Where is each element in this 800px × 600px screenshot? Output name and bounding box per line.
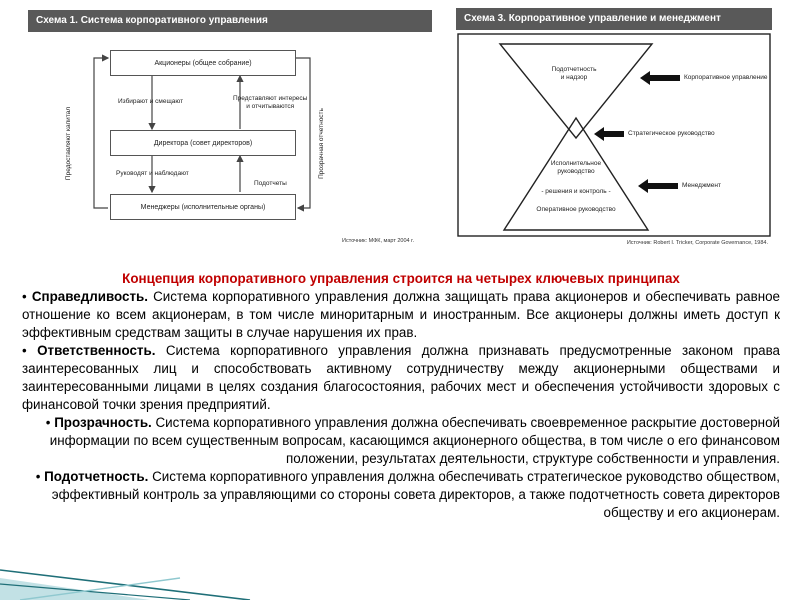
bullet: •	[45, 415, 51, 430]
principle-transparency	[22, 414, 780, 468]
principle-fairness	[22, 288, 780, 342]
principle-responsibility-body: Система корпоративного управления должна признавать предусмотренные законом права заинтересованных лиц и способствовать активному сотрудничеству между акционерными обществами и заинтересованными лицами в целях создания благосостояния, рабочих мест и обеспечения устойчивости здоровых с финансовой точки зрения предприятий.	[22, 343, 780, 412]
corp-gov-label: Корпоративное управление	[684, 74, 768, 81]
transparent-reporting-label: Прозрачная отчетность	[317, 108, 325, 179]
provide-capital-label: Предоставляют капитал	[65, 106, 73, 181]
bullet: •	[35, 469, 41, 484]
executive-label: Исполнительное руководство	[550, 160, 602, 175]
scheme1-title: Схема 1. Система корпоративного управления	[28, 10, 432, 32]
strategic-label: Стратегическое руководство	[628, 130, 715, 137]
bullet: •	[22, 343, 27, 358]
managers-box: Менеджеры (исполнительные органы)	[110, 194, 296, 220]
principle-fairness-body: Система корпоративного управления должна защищать права акционеров и обеспечивать равное отношение ко всем акционерам, в том числе миноритарным и иностранным. Все акционеры должны иметь доступ к эффективным средствам защиты в случае нарушения их прав.	[22, 289, 780, 340]
principle-transparency-body: Система корпоративного управления должна обеспечивать своевременное раскрытие достоверной информации по всем существенным вопросам, касающимся акционерного общества, в том числе о его финансовом положении, результатах деятельности, структуре собственности и управления.	[49, 415, 780, 466]
scheme1-diagram	[28, 10, 432, 250]
accountability-label: Подотчетность и надзор	[551, 66, 597, 81]
principle-accountability-title: Подотчетность.	[44, 469, 149, 484]
principle-accountability-body: Система корпоративного управления должна обеспечивать стратегическое руководство обществом, эффективный контроль за управляющими со стороны совета директоров, а также подотчетность совета директоров обществу и его акционерам.	[51, 469, 780, 520]
principle-fairness-title: Справедливость.	[31, 289, 148, 304]
reports-label: Подотчеты	[254, 180, 287, 187]
decisions-label: - решения и контроль -	[541, 188, 611, 195]
principle-accountability	[22, 468, 780, 522]
shareholders-box: Акционеры (общее собрание)	[110, 50, 296, 76]
scheme3-diagram	[456, 8, 772, 252]
operational-label: Оперативное руководство	[536, 206, 616, 213]
principles-heading: Концепция корпоративного управления строится на четырех ключевых принципах	[122, 271, 680, 286]
principle-transparency-title: Прозрачность.	[54, 415, 152, 430]
arrow-management	[638, 179, 678, 193]
scheme3-title: Схема 3. Корпоративное управление и менеджмент	[456, 8, 772, 30]
arrow-strategic	[594, 127, 624, 141]
principle-responsibility-title: Ответственность.	[37, 343, 156, 358]
bullet: •	[22, 289, 27, 304]
principles-text	[22, 270, 780, 522]
scheme1-source: Источник: МФК, март 2004 г.	[342, 238, 414, 244]
represent-label: Представляют интересы и отчитываются	[233, 95, 308, 110]
management-label: Менеджмент	[682, 182, 721, 189]
guide-label: Руководят и наблюдают	[116, 170, 189, 177]
principle-responsibility	[22, 342, 780, 414]
decorative-corner-lines	[0, 520, 260, 600]
directors-box: Директора (совет директоров)	[110, 130, 296, 156]
arrow-corp-gov	[640, 71, 680, 85]
scheme3-source: Источник: Robert I. Tricker, Corporate Governance, 1984.	[626, 240, 768, 246]
elect-label: Избирают и смещают	[118, 98, 184, 105]
